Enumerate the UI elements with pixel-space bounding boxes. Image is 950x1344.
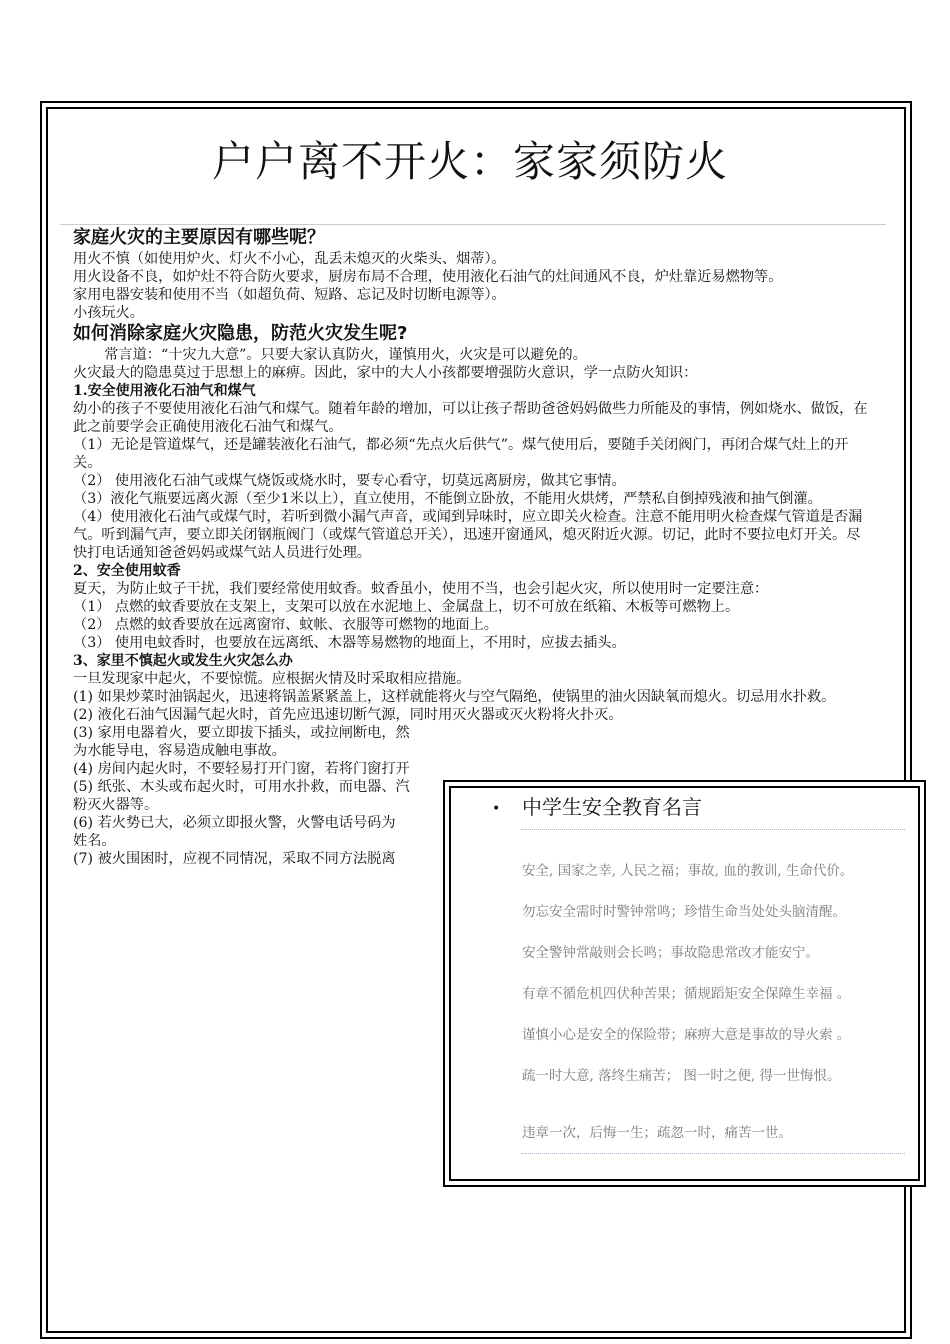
page-title: 户户离不开火：家家须防火 <box>211 137 728 186</box>
quote-item: 谨慎小心是安全的保险带；麻痹大意是事故的导火索 。 <box>522 1027 851 1043</box>
section1-heading: 家庭火灾的主要原因有哪些呢？ <box>73 227 325 248</box>
sub3-title: 3、家里不慎起火或发生火灾怎么办 <box>73 653 293 669</box>
sub3-line: 粉灭火器等。 <box>73 797 159 813</box>
sub3-line: (5) 纸张、木头或布起火时，可用水扑救，而电器、汽 <box>73 779 410 795</box>
quotes-box-border-inner <box>449 786 920 1181</box>
sub3-line: (3) 家用电器着火，要立即拔下插头，或拉闸断电，然 <box>73 725 410 741</box>
section1-line: 用火设备不良，如炉灶不符合防火要求，厨房布局不合理，使用液化石油气的灶间通风不良，炉灶靠近易燃物等。 <box>73 269 783 285</box>
quote-item: 有章不循危机四伏种苦果；循规蹈矩安全保障生幸福 。 <box>522 986 851 1002</box>
section2-intro2: 火灾最大的隐患莫过于思想上的麻痹。因此，家中的大人小孩都要增强防火意识，学一点防火知识： <box>73 365 698 381</box>
quotes-divider-bottom <box>521 1153 905 1154</box>
sub3-line: 一旦发现家中起火，不要惊慌。应根据火情及时采取相应措施。 <box>73 671 471 687</box>
sub1-title: 1.安全使用液化石油气和煤气 <box>73 383 256 399</box>
section2-heading: 如何消除家庭火灾隐患，防范火灾发生呢? <box>73 323 408 344</box>
sub2-line: 夏天，为防止蚊子干扰，我们要经常使用蚊香。蚊香虽小，使用不当，也会引起火灾，所以使用时一定要注意： <box>73 581 769 597</box>
section1-line: 小孩玩火。 <box>73 305 144 321</box>
title-divider <box>60 224 886 225</box>
sub3-line: 姓名。 <box>73 833 116 849</box>
sub3-line: (2) 液化石油气因漏气起火时，首先应迅速切断气源，同时用灭火器或灭火粉将火扑灭。 <box>73 707 623 723</box>
sub3-line: (7) 被火围困时，应视不同情况，采取不同方法脱离 <box>73 851 396 867</box>
quote-item: 疏一时大意, 落终生痛苦； 图一时之便, 得一世悔恨。 <box>522 1068 841 1084</box>
sub1-line: （3）液化气瓶要远离火源（至少1米以上），直立使用，不能倒立卧放，不能用火烘烤，严禁私自倒掉残液和抽气倒灌。 <box>73 491 822 507</box>
section1-line: 用火不慎（如使用炉火、灯火不小心，乱丢未熄灭的火柴头、烟蒂）。 <box>73 251 506 267</box>
sub1-line: （2） 使用液化石油气或煤气烧饭或烧水时，要专心看守，切莫远离厨房，做其它事情。 <box>73 473 626 489</box>
sub2-line: （2） 点燃的蚊香要放在远离窗帘、蚊帐、衣服等可燃物的地面上。 <box>73 617 498 633</box>
sub3-line: (4) 房间内起火时，不要轻易打开门窗，若将门窗打开 <box>73 761 410 777</box>
sub2-title: 2、安全使用蚊香 <box>73 563 181 579</box>
quote-item: 违章一次，后悔一生；疏忽一时，痛苦一世。 <box>522 1125 792 1141</box>
quotes-divider-top <box>521 829 905 830</box>
quote-item: 安全警钟常敲则会长鸣；事故隐患常改才能安宁。 <box>522 945 819 961</box>
section2-intro: 常言道：“十灾九大意”。只要大家认真防火，谨慎用火，火灾是可以避免的。 <box>104 347 587 363</box>
sub1-line: 幼小的孩子不要使用液化石油气和煤气。随着年龄的增加，可以让孩子帮助爸爸妈妈做些力所能及的事情，例如烧水、做饭，在此之前要学会正确使用液化石油气和煤气。 <box>73 401 868 435</box>
quote-item: 安全, 国家之幸, 人民之福；事故, 血的教训, 生命代价。 <box>522 863 854 879</box>
quote-item: 勿忘安全需时时警钟常鸣；珍惜生命当处处头脑清醒。 <box>522 904 846 920</box>
sub1-line: （4）使用液化石油气或煤气时，若听到微小漏气声音，或闻到异味时，应立即关火检查。注意不能用明火检查煤气管道是否漏气。听到漏气声，要立即关闭钢瓶阀门（或煤气管道总开关），迅速开窗通风，熄灭附近火源。切记，此时不要拉电灯开关。尽快打电话通知爸爸妈妈或煤气站人员进行处理。 <box>73 509 863 561</box>
sub3-line: (6) 若火势已大，必须立即报火警，火警电话号码为 <box>73 815 396 831</box>
bullet-icon: • <box>492 801 501 817</box>
section1-line: 家用电器安装和使用不当（如超负荷、短路、忘记及时切断电源等）。 <box>73 287 506 303</box>
sub3-line: (1) 如果炒菜时油锅起火，迅速将锅盖紧紧盖上，这样就能将火与空气隔绝，使锅里的油火因缺氧而熄火。切忌用水扑救。 <box>73 689 836 705</box>
sub3-line: 为水能导电，容易造成触电事故。 <box>73 743 286 759</box>
quotes-box-heading: 中学生安全教育名言 <box>522 795 702 819</box>
sub1-line: （1）无论是管道煤气，还是罐装液化石油气，都必须“先点火后供气”。煤气使用后，要随手关闭阀门，再闭合煤气灶上的开关。 <box>73 437 849 471</box>
sub2-line: （1） 点燃的蚊香要放在支架上，支架可以放在水泥地上、金属盘上，切不可放在纸箱、木板等可燃物上。 <box>73 599 740 615</box>
sub2-line: （3） 使用电蚊香时，也要放在远离纸、木器等易燃物的地面上，不用时，应拔去插头。 <box>73 635 626 651</box>
main-content <box>73 226 871 868</box>
